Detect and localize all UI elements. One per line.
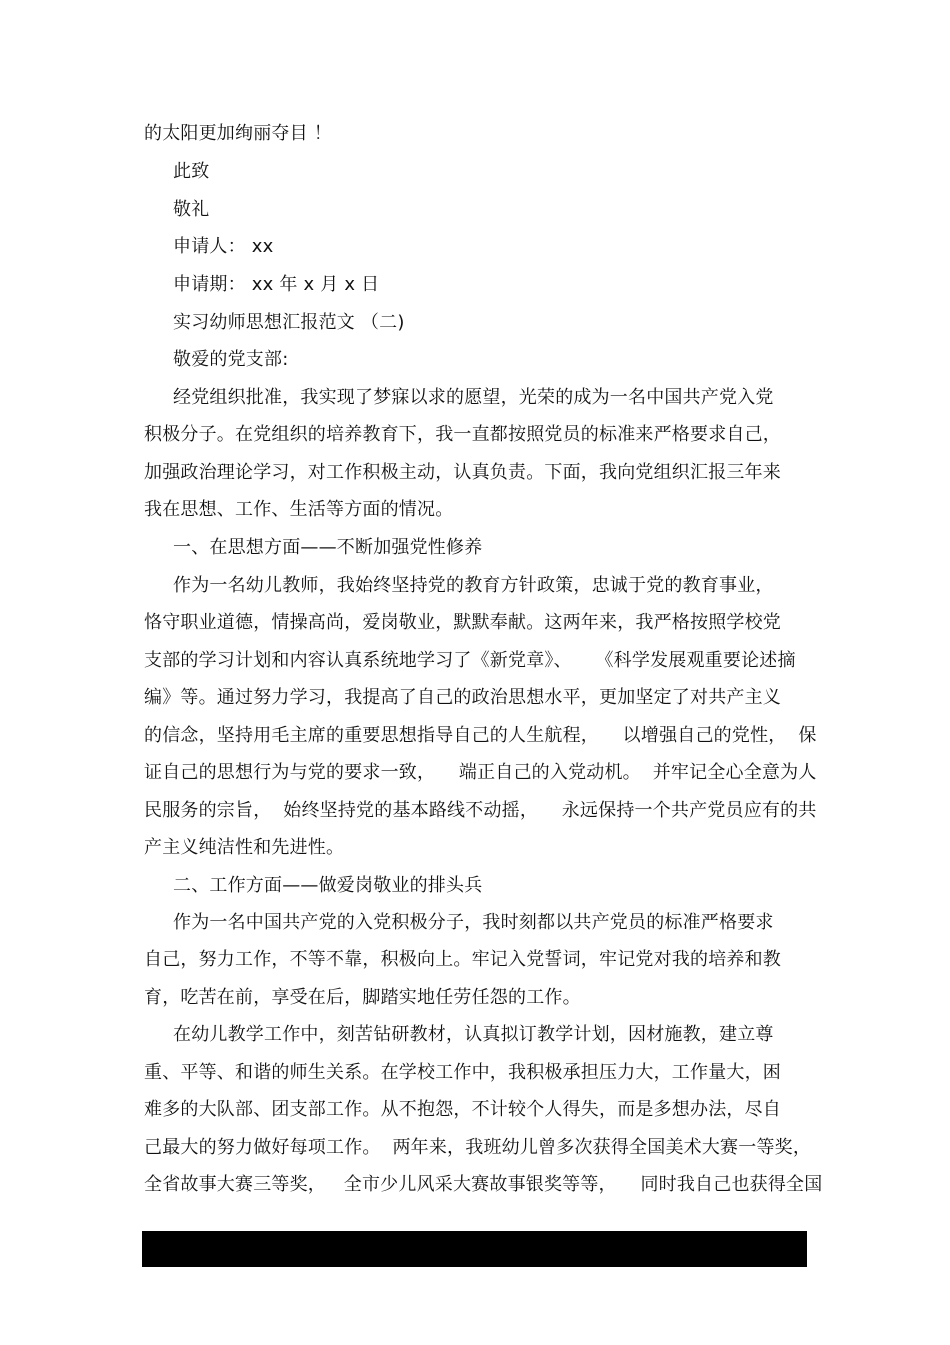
text-line: 此致	[173, 161, 210, 182]
text-line: 难多的大队部、团支部工作。从不抱怨，不计较个人得失，而是多想办法，尽自	[144, 1099, 781, 1120]
date-line: 申请期： xx 年 x 月 x 日	[173, 274, 380, 295]
text-line: 作为一名幼儿教师，我始终坚持党的教育方针政策，忠诚于党的教育事业，	[173, 575, 774, 596]
salutation: 敬爱的党支部:	[173, 349, 289, 370]
text-line: 己最大的努力做好每项工作。 两年来，我班幼儿曾多次获得全国美术大赛一等奖，	[144, 1137, 812, 1158]
text-line: 作为一名中国共产党的入党积极分子，我时刻都以共产党员的标准严格要求	[173, 912, 774, 933]
text-line: 恪守职业道德，情操高尚，爱岗敬业，默默奉献。这两年来，我严格按照学校党	[144, 612, 781, 633]
text-line: 证自己的思想行为与党的要求一致， 端正自己的入党动机。 并牢记全心全意为人	[144, 762, 817, 783]
text-line: 的太阳更加绚丽夺目 ！	[144, 123, 332, 144]
heading-line: 一、在思想方面——不断加强党性修养	[173, 537, 483, 558]
text-line: 加强政治理论学习，对工作积极主动，认真负责。下面，我向党组织汇报三年来	[144, 462, 781, 483]
applicant-line: 申请人： xx	[173, 236, 274, 257]
text-line: 经党组织批准，我实现了梦寐以求的愿望，光荣的成为一名中国共产党入党	[173, 387, 774, 408]
section-title: 实习幼师思想汇报范文 （二)	[173, 312, 405, 333]
text-line: 的信念，坚持用毛主席的重要思想指导自己的人生航程， 以增强自己的党性， 保	[144, 725, 817, 746]
text-line: 民服务的宗旨， 始终坚持党的基本路线不动摇， 永远保持一个共产党员应有的共	[144, 800, 817, 821]
text-line: 编》等。通过努力学习，我提高了自己的政治思想水平，更加坚定了对共产主义	[144, 687, 781, 708]
text-line: 产主义纯洁性和先进性。	[144, 837, 345, 858]
text-line: 支部的学习计划和内容认真系统地学习了《新党章》、 《科学发展观重要论述摘	[144, 650, 796, 671]
text-line: 我在思想、工作、生活等方面的情况。	[144, 499, 454, 520]
footer-black-bar	[142, 1231, 807, 1267]
text-line: 育，吃苦在前，享受在后，脚踏实地任劳任怨的工作。	[144, 987, 581, 1008]
text-line: 在幼儿教学工作中，刻苦钻研教材，认真拟订教学计划，因材施教，建立尊	[173, 1024, 774, 1045]
text-line: 自己，努力工作，不等不靠，积极向上。牢记入党誓词，牢记党对我的培养和教	[144, 949, 781, 970]
text-line: 积极分子。在党组织的培养教育下，我一直都按照党员的标准来严格要求自己，	[144, 424, 781, 445]
heading-line: 二、工作方面——做爱岗敬业的排头兵	[173, 875, 483, 896]
text-line: 重、平等、和谐的师生关系。在学校工作中，我积极承担压力大，工作量大，困	[144, 1062, 781, 1083]
text-line: 全省故事大赛三等奖， 全市少儿风采大赛故事银奖等等， 同时我自己也获得全国	[144, 1174, 823, 1195]
text-line: 敬礼	[173, 199, 210, 220]
